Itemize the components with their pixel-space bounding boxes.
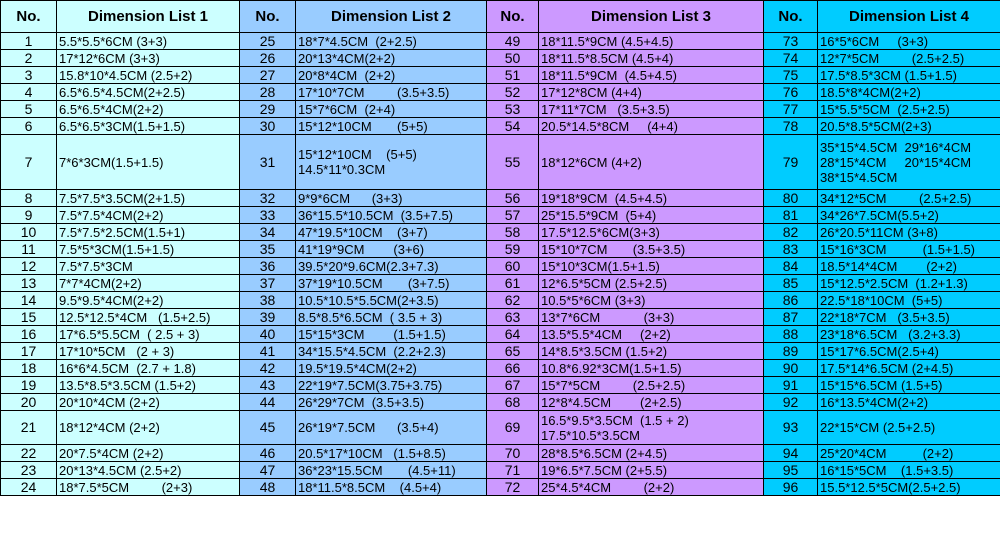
dimension-cell-1: 17*12*6CM (3+3) xyxy=(57,50,240,67)
dimension-cell-2: 17*10*7CM (3.5+3.5) xyxy=(296,84,487,101)
dimension-cell-2: 15*15*3CM (1.5+1.5) xyxy=(296,326,487,343)
row-number-cell-2: 25 xyxy=(240,33,296,50)
dimension-cell-1: 6.5*6.5*4.5CM(2+2.5) xyxy=(57,84,240,101)
row-number-cell-3: 57 xyxy=(487,207,539,224)
no-header-4: No. xyxy=(764,1,818,33)
dimension-cell-3: 17.5*12.5*6CM(3+3) xyxy=(539,224,764,241)
dimension-cell-4: 35*15*4.5CM 29*16*4CM 28*15*4CM 20*15*4CM 38*15*4.5CM xyxy=(818,135,1000,190)
table-row xyxy=(1,207,1000,224)
row-number-cell-3: 52 xyxy=(487,84,539,101)
row-number-cell-4: 95 xyxy=(764,462,818,479)
row-number-cell-1: 23 xyxy=(1,462,57,479)
dimension-cell-2: 10.5*10.5*5.5CM(2+3.5) xyxy=(296,292,487,309)
dimension-cell-4: 23*18*6.5CM (3.2+3.3) xyxy=(818,326,1000,343)
row-number-cell-2: 30 xyxy=(240,118,296,135)
row-number-cell-1: 19 xyxy=(1,377,57,394)
row-number-cell-4: 77 xyxy=(764,101,818,118)
dimension-cell-4: 16*15*5CM (1.5+3.5) xyxy=(818,462,1000,479)
row-number-cell-4: 74 xyxy=(764,50,818,67)
row-number-cell-4: 83 xyxy=(764,241,818,258)
dimension-cell-1: 18*7.5*5CM (2+3) xyxy=(57,479,240,496)
row-number-cell-2: 42 xyxy=(240,360,296,377)
row-number-cell-3: 66 xyxy=(487,360,539,377)
dimension-cell-1: 17*6.5*5.5CM ( 2.5 + 3) xyxy=(57,326,240,343)
table-row xyxy=(1,241,1000,258)
table-row xyxy=(1,326,1000,343)
row-number-cell-2: 36 xyxy=(240,258,296,275)
dimension-cell-2: 15*12*10CM (5+5) xyxy=(296,118,487,135)
table-row xyxy=(1,292,1000,309)
dimension-cell-2: 20*13*4CM(2+2) xyxy=(296,50,487,67)
row-number-cell-2: 37 xyxy=(240,275,296,292)
row-number-cell-2: 40 xyxy=(240,326,296,343)
table-row xyxy=(1,50,1000,67)
dimension-cell-3: 25*4.5*4CM (2+2) xyxy=(539,479,764,496)
row-number-cell-4: 96 xyxy=(764,479,818,496)
row-number-cell-1: 14 xyxy=(1,292,57,309)
dimension-list-1-header: Dimension List 1 xyxy=(57,1,240,33)
dimension-cell-3: 17*11*7CM (3.5+3.5) xyxy=(539,101,764,118)
row-number-cell-3: 64 xyxy=(487,326,539,343)
row-number-cell-3: 70 xyxy=(487,445,539,462)
row-number-cell-2: 47 xyxy=(240,462,296,479)
table-row xyxy=(1,394,1000,411)
row-number-cell-1: 8 xyxy=(1,190,57,207)
row-number-cell-2: 33 xyxy=(240,207,296,224)
row-number-cell-4: 82 xyxy=(764,224,818,241)
dimension-cell-2: 34*15.5*4.5CM (2.2+2.3) xyxy=(296,343,487,360)
dimension-cell-2: 20.5*17*10CM (1.5+8.5) xyxy=(296,445,487,462)
table-row xyxy=(1,309,1000,326)
row-number-cell-4: 89 xyxy=(764,343,818,360)
dimension-cell-3: 13*7*6CM (3+3) xyxy=(539,309,764,326)
table-row xyxy=(1,377,1000,394)
dimension-cell-4: 15*17*6.5CM(2.5+4) xyxy=(818,343,1000,360)
row-number-cell-2: 32 xyxy=(240,190,296,207)
dimension-cell-2: 22*19*7.5CM(3.75+3.75) xyxy=(296,377,487,394)
row-number-cell-4: 80 xyxy=(764,190,818,207)
row-number-cell-4: 91 xyxy=(764,377,818,394)
row-number-cell-2: 48 xyxy=(240,479,296,496)
dimension-cell-2: 15*7*6CM (2+4) xyxy=(296,101,487,118)
row-number-cell-3: 55 xyxy=(487,135,539,190)
dimension-cell-4: 22*15*CM (2.5+2.5) xyxy=(818,411,1000,445)
row-number-cell-2: 31 xyxy=(240,135,296,190)
dimension-cell-4: 22.5*18*10CM (5+5) xyxy=(818,292,1000,309)
row-number-cell-3: 72 xyxy=(487,479,539,496)
row-number-cell-4: 86 xyxy=(764,292,818,309)
row-number-cell-2: 43 xyxy=(240,377,296,394)
row-number-cell-3: 65 xyxy=(487,343,539,360)
dimension-cell-1: 7.5*5*3CM(1.5+1.5) xyxy=(57,241,240,258)
dimension-cell-4: 17.5*14*6.5CM (2+4.5) xyxy=(818,360,1000,377)
dimension-cell-3: 25*15.5*9CM (5+4) xyxy=(539,207,764,224)
dimension-cell-2: 39.5*20*9.6CM(2.3+7.3) xyxy=(296,258,487,275)
dimension-cell-3: 18*11.5*9CM (4.5+4.5) xyxy=(539,33,764,50)
dimension-cell-1: 13.5*8.5*3.5CM (1.5+2) xyxy=(57,377,240,394)
row-number-cell-3: 54 xyxy=(487,118,539,135)
dimension-cell-4: 15*5.5*5CM (2.5+2.5) xyxy=(818,101,1000,118)
row-number-cell-2: 45 xyxy=(240,411,296,445)
row-number-cell-2: 28 xyxy=(240,84,296,101)
dimension-cell-1: 9.5*9.5*4CM(2+2) xyxy=(57,292,240,309)
dimension-cell-2: 41*19*9CM (3+6) xyxy=(296,241,487,258)
dimension-cell-2: 36*15.5*10.5CM (3.5+7.5) xyxy=(296,207,487,224)
dimension-cell-2: 36*23*15.5CM (4.5+11) xyxy=(296,462,487,479)
row-number-cell-3: 51 xyxy=(487,67,539,84)
dimension-cell-4: 15*12.5*2.5CM (1.2+1.3) xyxy=(818,275,1000,292)
dimension-cell-1: 20*13*4.5CM (2.5+2) xyxy=(57,462,240,479)
dimension-cell-2: 9*9*6CM (3+3) xyxy=(296,190,487,207)
row-number-cell-1: 9 xyxy=(1,207,57,224)
dimension-cell-4: 17.5*8.5*3CM (1.5+1.5) xyxy=(818,67,1000,84)
row-number-cell-3: 56 xyxy=(487,190,539,207)
dimension-cell-2: 26*29*7CM (3.5+3.5) xyxy=(296,394,487,411)
row-number-cell-4: 90 xyxy=(764,360,818,377)
row-number-cell-1: 22 xyxy=(1,445,57,462)
table-row xyxy=(1,411,1000,445)
row-number-cell-2: 27 xyxy=(240,67,296,84)
table-row xyxy=(1,445,1000,462)
dimension-cell-1: 7.5*7.5*3CM xyxy=(57,258,240,275)
dimension-cell-4: 15*16*3CM (1.5+1.5) xyxy=(818,241,1000,258)
row-number-cell-4: 81 xyxy=(764,207,818,224)
dimension-cell-1: 7.5*7.5*4CM(2+2) xyxy=(57,207,240,224)
row-number-cell-4: 73 xyxy=(764,33,818,50)
row-number-cell-1: 20 xyxy=(1,394,57,411)
table-row xyxy=(1,101,1000,118)
row-number-cell-2: 38 xyxy=(240,292,296,309)
dimension-cell-4: 15.5*12.5*5CM(2.5+2.5) xyxy=(818,479,1000,496)
dimension-list-4-header: Dimension List 4 xyxy=(818,1,1000,33)
dimension-cell-1: 18*12*4CM (2+2) xyxy=(57,411,240,445)
row-number-cell-4: 84 xyxy=(764,258,818,275)
dimension-cell-4: 34*12*5CM (2.5+2.5) xyxy=(818,190,1000,207)
dimension-cell-4: 22*18*7CM (3.5+3.5) xyxy=(818,309,1000,326)
dimension-cell-4: 26*20.5*11CM (3+8) xyxy=(818,224,1000,241)
row-number-cell-1: 1 xyxy=(1,33,57,50)
row-number-cell-3: 67 xyxy=(487,377,539,394)
dimension-cell-1: 17*10*5CM (2 + 3) xyxy=(57,343,240,360)
dimension-cell-2: 37*19*10.5CM (3+7.5) xyxy=(296,275,487,292)
row-number-cell-3: 60 xyxy=(487,258,539,275)
table-row xyxy=(1,33,1000,50)
table-row xyxy=(1,224,1000,241)
table-row xyxy=(1,135,1000,190)
dimension-cell-3: 19*18*9CM (4.5+4.5) xyxy=(539,190,764,207)
row-number-cell-4: 94 xyxy=(764,445,818,462)
dimension-cell-1: 7.5*7.5*3.5CM(2+1.5) xyxy=(57,190,240,207)
dimension-cell-1: 7*7*4CM(2+2) xyxy=(57,275,240,292)
row-number-cell-3: 62 xyxy=(487,292,539,309)
dimension-cell-2: 18*7*4.5CM (2+2.5) xyxy=(296,33,487,50)
dimension-cell-1: 12.5*12.5*4CM (1.5+2.5) xyxy=(57,309,240,326)
dimension-cell-3: 12*8*4.5CM (2+2.5) xyxy=(539,394,764,411)
table-row xyxy=(1,343,1000,360)
row-number-cell-4: 85 xyxy=(764,275,818,292)
row-number-cell-4: 87 xyxy=(764,309,818,326)
row-number-cell-3: 69 xyxy=(487,411,539,445)
row-number-cell-3: 63 xyxy=(487,309,539,326)
dimension-cell-1: 15.8*10*4.5CM (2.5+2) xyxy=(57,67,240,84)
dimension-cell-1: 6.5*6.5*4CM(2+2) xyxy=(57,101,240,118)
row-number-cell-1: 11 xyxy=(1,241,57,258)
row-number-cell-3: 50 xyxy=(487,50,539,67)
table-row xyxy=(1,479,1000,496)
dimension-cell-3: 12*6.5*5CM (2.5+2.5) xyxy=(539,275,764,292)
row-number-cell-1: 16 xyxy=(1,326,57,343)
row-number-cell-2: 26 xyxy=(240,50,296,67)
dimension-list-2-header: Dimension List 2 xyxy=(296,1,487,33)
dimension-cell-3: 16.5*9.5*3.5CM (1.5 + 2) 17.5*10.5*3.5CM xyxy=(539,411,764,445)
row-number-cell-2: 39 xyxy=(240,309,296,326)
table-row xyxy=(1,84,1000,101)
dimension-cell-3: 28*8.5*6.5CM (2+4.5) xyxy=(539,445,764,462)
dimension-cell-2: 18*11.5*8.5CM (4.5+4) xyxy=(296,479,487,496)
dimension-cell-3: 18*11.5*8.5CM (4.5+4) xyxy=(539,50,764,67)
dimension-cell-4: 18.5*8*4CM(2+2) xyxy=(818,84,1000,101)
no-header-2: No. xyxy=(240,1,296,33)
row-number-cell-4: 79 xyxy=(764,135,818,190)
table-row xyxy=(1,462,1000,479)
table-row xyxy=(1,67,1000,84)
dimension-cell-3: 15*10*3CM(1.5+1.5) xyxy=(539,258,764,275)
dimension-cell-3: 18*11.5*9CM (4.5+4.5) xyxy=(539,67,764,84)
table-row xyxy=(1,275,1000,292)
row-number-cell-1: 13 xyxy=(1,275,57,292)
row-number-cell-2: 34 xyxy=(240,224,296,241)
dimension-cell-3: 10.5*5*6CM (3+3) xyxy=(539,292,764,309)
dimension-cell-3: 20.5*14.5*8CM (4+4) xyxy=(539,118,764,135)
row-number-cell-1: 5 xyxy=(1,101,57,118)
dimension-cell-1: 16*6*4.5CM (2.7 + 1.8) xyxy=(57,360,240,377)
dimension-cell-2: 47*19.5*10CM (3+7) xyxy=(296,224,487,241)
dimension-cell-1: 5.5*5.5*6CM (3+3) xyxy=(57,33,240,50)
dimension-cell-3: 19*6.5*7.5CM (2+5.5) xyxy=(539,462,764,479)
row-number-cell-3: 59 xyxy=(487,241,539,258)
table-row xyxy=(1,190,1000,207)
row-number-cell-1: 2 xyxy=(1,50,57,67)
dimension-cell-2: 26*19*7.5CM (3.5+4) xyxy=(296,411,487,445)
dimension-cell-1: 7*6*3CM(1.5+1.5) xyxy=(57,135,240,190)
row-number-cell-1: 7 xyxy=(1,135,57,190)
row-number-cell-1: 24 xyxy=(1,479,57,496)
dimension-cell-4: 25*20*4CM (2+2) xyxy=(818,445,1000,462)
dimension-cell-3: 18*12*6CM (4+2) xyxy=(539,135,764,190)
row-number-cell-1: 3 xyxy=(1,67,57,84)
dimension-cell-2: 8.5*8.5*6.5CM ( 3.5 + 3) xyxy=(296,309,487,326)
row-number-cell-2: 41 xyxy=(240,343,296,360)
dimension-cell-4: 20.5*8.5*5CM(2+3) xyxy=(818,118,1000,135)
row-number-cell-3: 68 xyxy=(487,394,539,411)
dimension-cell-1: 20*10*4CM (2+2) xyxy=(57,394,240,411)
dimension-cell-4: 18.5*14*4CM (2+2) xyxy=(818,258,1000,275)
dimension-cell-2: 20*8*4CM (2+2) xyxy=(296,67,487,84)
row-number-cell-2: 35 xyxy=(240,241,296,258)
row-number-cell-1: 10 xyxy=(1,224,57,241)
row-number-cell-4: 75 xyxy=(764,67,818,84)
row-number-cell-4: 76 xyxy=(764,84,818,101)
row-number-cell-4: 93 xyxy=(764,411,818,445)
dimension-cell-3: 14*8.5*3.5CM (1.5+2) xyxy=(539,343,764,360)
row-number-cell-1: 6 xyxy=(1,118,57,135)
row-number-cell-1: 17 xyxy=(1,343,57,360)
dimension-cell-3: 10.8*6.92*3CM(1.5+1.5) xyxy=(539,360,764,377)
row-number-cell-4: 92 xyxy=(764,394,818,411)
dimension-cell-3: 15*7*5CM (2.5+2.5) xyxy=(539,377,764,394)
row-number-cell-3: 61 xyxy=(487,275,539,292)
table-row xyxy=(1,118,1000,135)
dimension-cell-4: 34*26*7.5CM(5.5+2) xyxy=(818,207,1000,224)
dimension-cell-3: 13.5*5.5*4CM (2+2) xyxy=(539,326,764,343)
row-number-cell-3: 58 xyxy=(487,224,539,241)
dimension-cell-4: 16*13.5*4CM(2+2) xyxy=(818,394,1000,411)
row-number-cell-4: 78 xyxy=(764,118,818,135)
dimension-cell-4: 16*5*6CM (3+3) xyxy=(818,33,1000,50)
dimension-cell-4: 12*7*5CM (2.5+2.5) xyxy=(818,50,1000,67)
row-number-cell-3: 53 xyxy=(487,101,539,118)
dimension-cell-4: 15*15*6.5CM (1.5+5) xyxy=(818,377,1000,394)
row-number-cell-1: 18 xyxy=(1,360,57,377)
no-header-3: No. xyxy=(487,1,539,33)
row-number-cell-1: 15 xyxy=(1,309,57,326)
row-number-cell-1: 4 xyxy=(1,84,57,101)
table-row xyxy=(1,258,1000,275)
row-number-cell-1: 21 xyxy=(1,411,57,445)
header-row xyxy=(1,1,1000,33)
no-header-1: No. xyxy=(1,1,57,33)
table-row xyxy=(1,360,1000,377)
dimension-cell-2: 15*12*10CM (5+5) 14.5*11*0.3CM xyxy=(296,135,487,190)
dimension-cell-1: 6.5*6.5*3CM(1.5+1.5) xyxy=(57,118,240,135)
row-number-cell-3: 71 xyxy=(487,462,539,479)
dimension-cell-3: 15*10*7CM (3.5+3.5) xyxy=(539,241,764,258)
row-number-cell-2: 46 xyxy=(240,445,296,462)
dimension-cell-2: 19.5*19.5*4CM(2+2) xyxy=(296,360,487,377)
row-number-cell-1: 12 xyxy=(1,258,57,275)
row-number-cell-4: 88 xyxy=(764,326,818,343)
dimension-cell-1: 20*7.5*4CM (2+2) xyxy=(57,445,240,462)
row-number-cell-3: 49 xyxy=(487,33,539,50)
dimension-list-3-header: Dimension List 3 xyxy=(539,1,764,33)
dimension-cell-3: 17*12*8CM (4+4) xyxy=(539,84,764,101)
row-number-cell-2: 29 xyxy=(240,101,296,118)
dimension-cell-1: 7.5*7.5*2.5CM(1.5+1) xyxy=(57,224,240,241)
row-number-cell-2: 44 xyxy=(240,394,296,411)
